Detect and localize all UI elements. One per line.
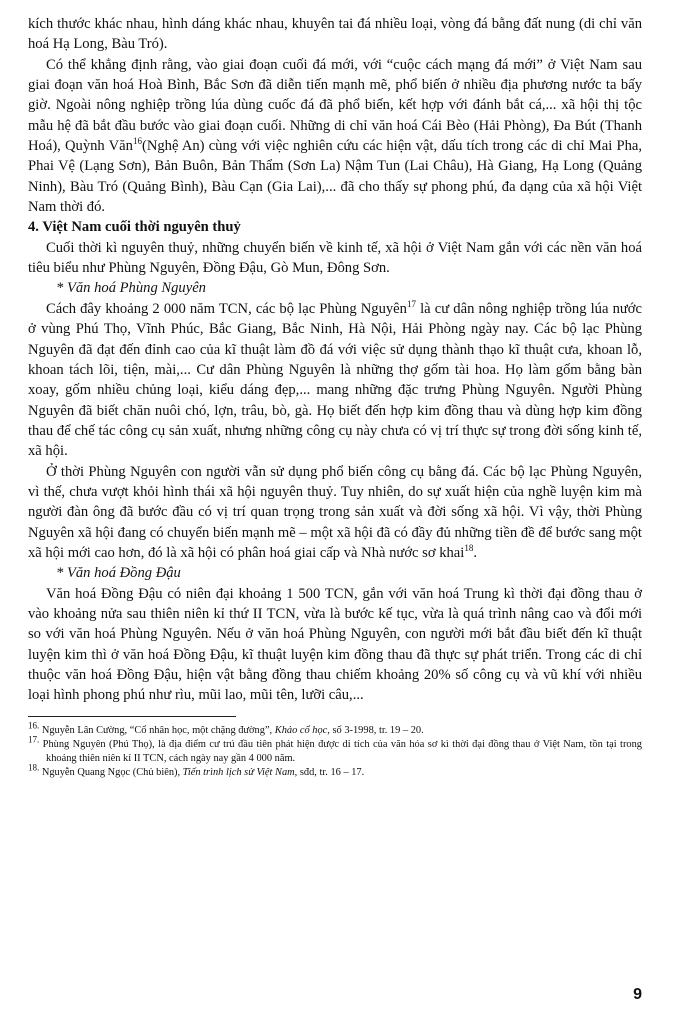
footnote-number: 17. xyxy=(28,734,40,745)
footnote-ref-17[interactable]: 17 xyxy=(406,298,416,309)
page-number: 9 xyxy=(633,986,642,1003)
footnotes xyxy=(28,720,642,780)
footnote-number: 18. xyxy=(28,763,40,773)
footnote-title: Tiến trình lịch sử Việt Nam xyxy=(182,767,295,779)
footnote-divider xyxy=(28,716,236,717)
footnote-18 xyxy=(28,763,642,780)
footnote-ref-18[interactable]: 18 xyxy=(464,543,474,554)
paragraph-neolithic xyxy=(28,55,642,218)
footnote-text: Phùng Nguyên (Phú Thọ), là địa điểm cư trú đầu tiên phát hiện được di tích của văn hóa sơ kì thời đại đồng thau ở Việt Nam, tồn tại trong khoảng thiên niên kỉ II TCN, cách ngày nay gần 4 000 năm. xyxy=(39,739,642,764)
footnote-17 xyxy=(28,734,642,765)
paragraph-phung-nguyen xyxy=(28,299,642,462)
paragraph-dong-dau: Văn hoá Đồng Đậu có niên đại khoảng 1 500 TCN, gắn với văn hoá Trung kì thời đại đồng thau ở vào khoảng nửa sau thiên niên kỉ thứ II TCN, vừa là bước kế tục, vừa là quá trình nâng cao và đổi mới so với văn hoá Phùng Nguyên. Nếu ở văn hoá Phùng Nguyên, con người mới bắt đầu biết đến kĩ thuật luyện kim thì ở văn hoá Đồng Đậu, kĩ thuật luyện kim đồng thau đã thực sự phát triển. Trong các di chỉ thuộc văn hoá Đồng Đậu, hiện vật bằng đồng thau chiếm khoảng 20% số công cụ và vũ khí với nhiều loại hình phong phú như rìu, mũi lao, mũi tên, lưỡi câu,... xyxy=(28,585,642,704)
subheading-phung-nguyen: * Văn hoá Phùng Nguyên xyxy=(56,280,206,297)
body-text xyxy=(28,14,642,706)
paragraph-text: là cư dân nông nghiệp trồng lúa nước ở vùng Phú Thọ, Vĩnh Phúc, Bắc Giang, Bắc Ninh, Hà Nội, Hải Phòng ngày nay. Các bộ lạc Phùng Nguyên đã đạt đến đỉnh cao của kĩ thuật làm đồ đá với việc sử dụng thành thạo kĩ thuật cưa, khoan lỗ, khoan tách lõi, tiện, mài,... Cư dân Phùng Nguyên là những thợ gốm tài hoa. Họ làm gốm bằng bàn xoay, gốm nhiều chủng loại, kiểu dáng đẹp,... mang những đặc trưng Phùng Nguyên. Người Phùng Nguyên đã biết chăn nuôi chó, lợn, trâu, bò, gà. Họ biết đến hợp kim đồng thau và dùng hợp kim đồng thau để chế tác công cụ sản xuất, nhưng những công cụ này chưa có vị trí thực sự trong đời sống kinh tế, xã hội. xyxy=(28,300,642,460)
paragraph-text: Ở thời Phùng Nguyên con người vẫn sử dụng phổ biến công cụ bằng đá. Các bộ lạc Phùng Nguyên, vì thế, chưa vượt khỏi hình thái xã hội nguyên thuỷ. Tuy nhiên, do sự xuất hiện của nghề luyện kim mà người đàn ông đã bước đầu có vị trí quan trọng trong sản xuất và đời sống xã hội. Vì vậy, thời Phùng Nguyên xã hội đang có chuyển biến mạnh mẽ – một xã hội đã có đầy đủ những tiền đề để bước sang một xã hội mới cao hơn, đó là xã hội có phân hoá giai cấp và Nhà nước sơ khai xyxy=(28,463,642,561)
footnote-text: , sđd, tr. 16 – 17. xyxy=(294,767,365,779)
paragraph-text: Có thể khẳng định rằng, vào giai đoạn cuối đá mới, với “cuộc cách mạng đá mới” ở Việt Nam sau giai đoạn văn hoá Hoà Bình, Bắc Sơn đã diễn tiến mạnh mẽ, phổ biến ở nhiều địa phương nước ta bấy giờ. Ngoài nông nghiệp trồng lúa dùng cuốc đá đã phổ biến, kết hợp với đánh bắt cá,... xã hội thị tộc mẫu hệ đã bắt đầu bước vào giai đoạn cuối. Những di chỉ văn hoá Cái Bèo (Hải Phòng), Đa Bút (Thanh Hoá), Quỳnh Văn xyxy=(28,56,642,155)
paragraph-text: . xyxy=(473,544,477,561)
footnote-text: Nguyễn Lân Cường, “Cổ nhân học, một chặng đường”, xyxy=(39,724,275,736)
subheading-dong-dau: * Văn hoá Đồng Đậu xyxy=(56,565,181,582)
paragraph-phung-nguyen-society xyxy=(28,462,642,564)
paragraph-text: (Nghệ An) cùng với việc nghiên cứu các hiện vật, dấu tích trong các di chỉ Mai Pha, Phai Vệ (Lạng Sơn), Bản Buôn, Bản Thẩm (Sơn La) Nậm Tun (Lai Châu), Hà Giang, Hạ Long (Quảng Ninh), Bàu Tró (Quảng Bình), Bàu Cạn (Gia Lai),... đã cho thấy sự phong phú, đa dạng của xã hội Việt Nam thời đó. xyxy=(28,138,642,216)
footnote-title: Khảo cổ học xyxy=(274,724,328,736)
paragraph-intro: Cuối thời kì nguyên thuỷ, những chuyển biến về kinh tế, xã hội ở Việt Nam gắn với các nền văn hoá tiêu biểu như Phùng Nguyên, Đồng Đậu, Gò Mun, Đông Sơn. xyxy=(28,239,642,277)
footnote-text: , số 3-1998, tr. 19 – 20. xyxy=(327,724,424,736)
section-heading: 4. Việt Nam cuối thời nguyên thuỷ xyxy=(28,219,241,236)
footnote-ref-16[interactable]: 16 xyxy=(132,136,142,147)
footnote-16 xyxy=(28,720,642,738)
paragraph-continued: kích thước khác nhau, hình dáng khác nhau, khuyên tai đá nhiều loại, vòng đá bằng đất nung (di chỉ văn hoá Hạ Long, Bàu Tró). xyxy=(28,16,642,53)
paragraph-text: Cách đây khoảng 2 000 năm TCN, các bộ lạc Phùng Nguyên xyxy=(46,300,407,317)
footnote-text: Nguyễn Quang Ngọc (Chủ biên), xyxy=(39,767,183,779)
footnote-number: 16. xyxy=(28,720,40,731)
